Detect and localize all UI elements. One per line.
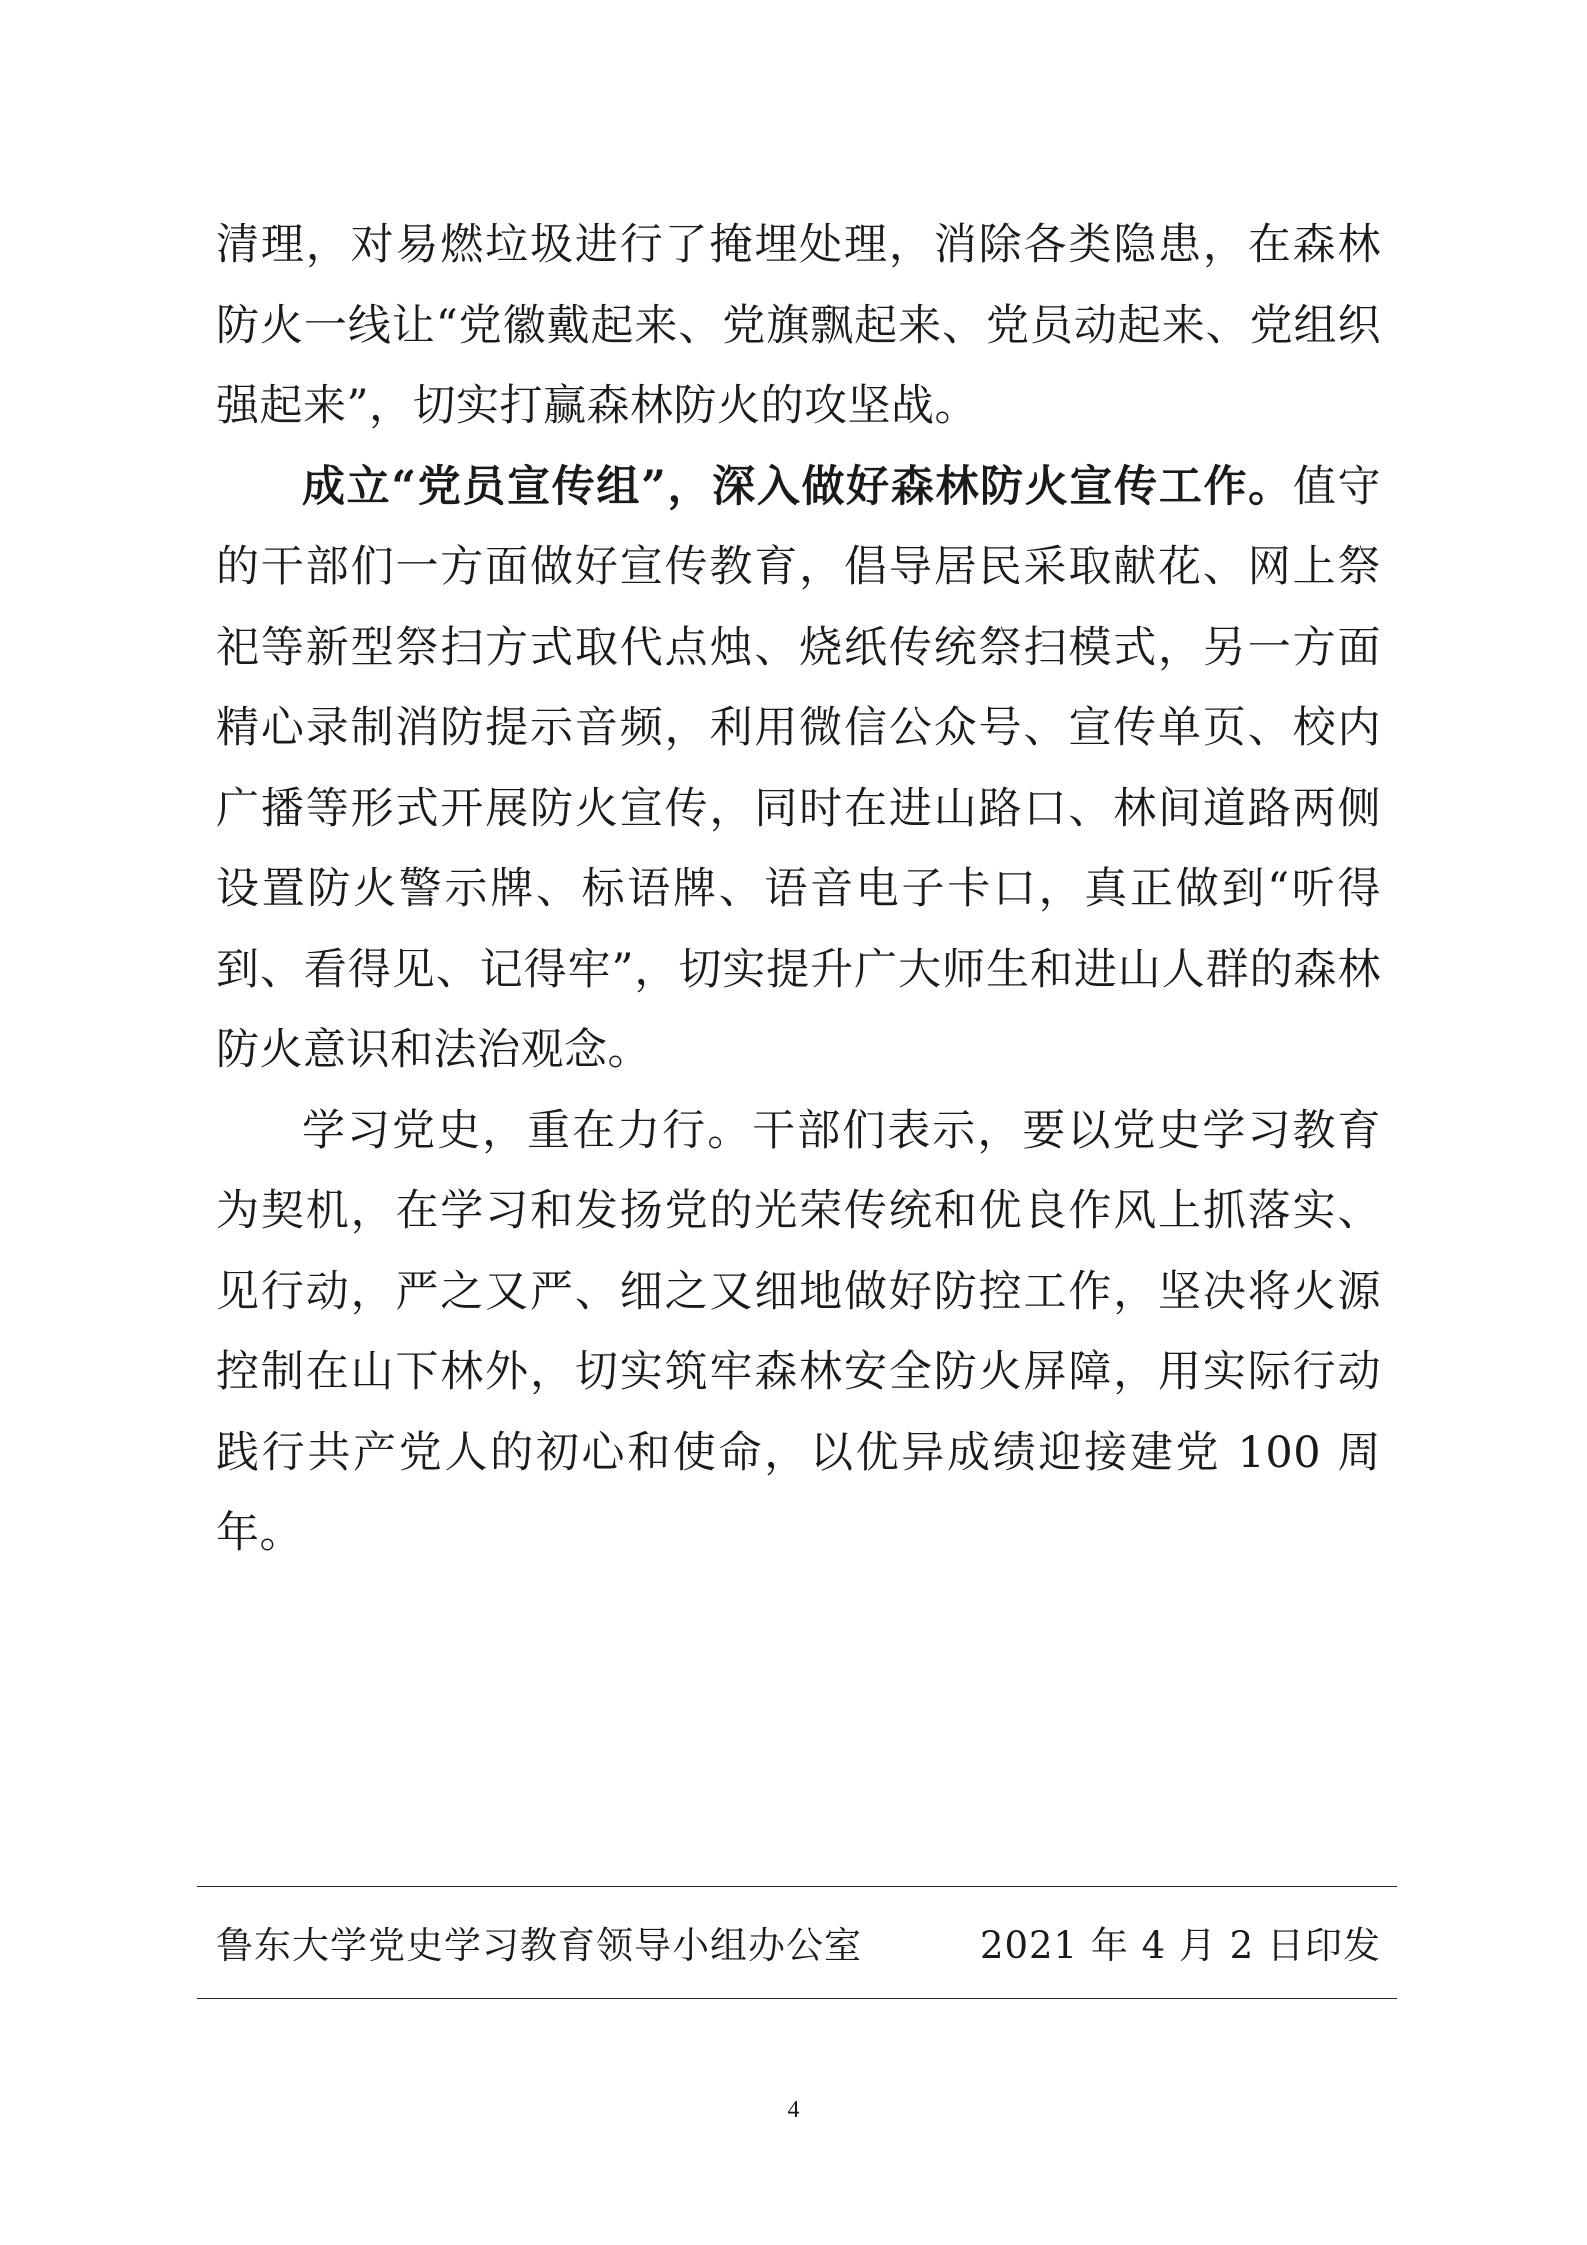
issue-date: 2021 年 4 月 2 日印发 bbox=[979, 1924, 1381, 1967]
paragraph-1 bbox=[216, 205, 1381, 447]
paragraph-2 bbox=[216, 447, 1381, 1091]
footer-top-rule bbox=[197, 1886, 1397, 1887]
paragraph-2-text: 值守的干部们一方面做好宣传教育，倡导居民采取献花、网上祭祀等新型祭扫方式取代点烛、烧纸传统祭扫模式，另一方面精心录制消防提示音频，利用微信公众号、宣传单页、校内广播等形式开展防火宣传，同时在进山路口、林间道路两侧设置防火警示牌、标语牌、语音电子卡口，真正做到“听得到、看得见、记得牢”，切实提升广大师生和进山人群的森林防火意识和法治观念。 bbox=[216, 461, 1382, 1075]
paragraph-1-text: 清理，对易燃垃圾进行了掩埋处理，消除各类隐患，在森林防火一线让“党徽戴起来、党旗飘起来、党员动起来、党组织强起来”，切实打赢森林防火的攻坚战。 bbox=[216, 220, 1381, 431]
footer-bottom-rule bbox=[197, 1998, 1397, 1999]
paragraph-3 bbox=[216, 1091, 1381, 1574]
paragraph-3-text: 学习党史，重在力行。干部们表示，要以党史学习教育为契机，在学习和发扬党的光荣传统和优良作风上抓落实、见行动，严之又严、细之又细地做好防控工作，坚决将火源控制在山下林外，切实筑牢森林安全防火屏障，用实际行动践行共产党人的初心和使命，以优异成绩迎接建党 100 周年。 bbox=[216, 1105, 1381, 1558]
issuer-name: 鲁东大学党史学习教育领导小组办公室 bbox=[216, 1924, 862, 1967]
paragraph-2-heading: 成立“党员宣传组”，深入做好森林防火宣传工作。 bbox=[302, 461, 1293, 512]
page-number: 4 bbox=[787, 2097, 800, 2123]
issuance-footer bbox=[216, 1912, 1381, 1972]
body-text bbox=[216, 205, 1381, 1574]
